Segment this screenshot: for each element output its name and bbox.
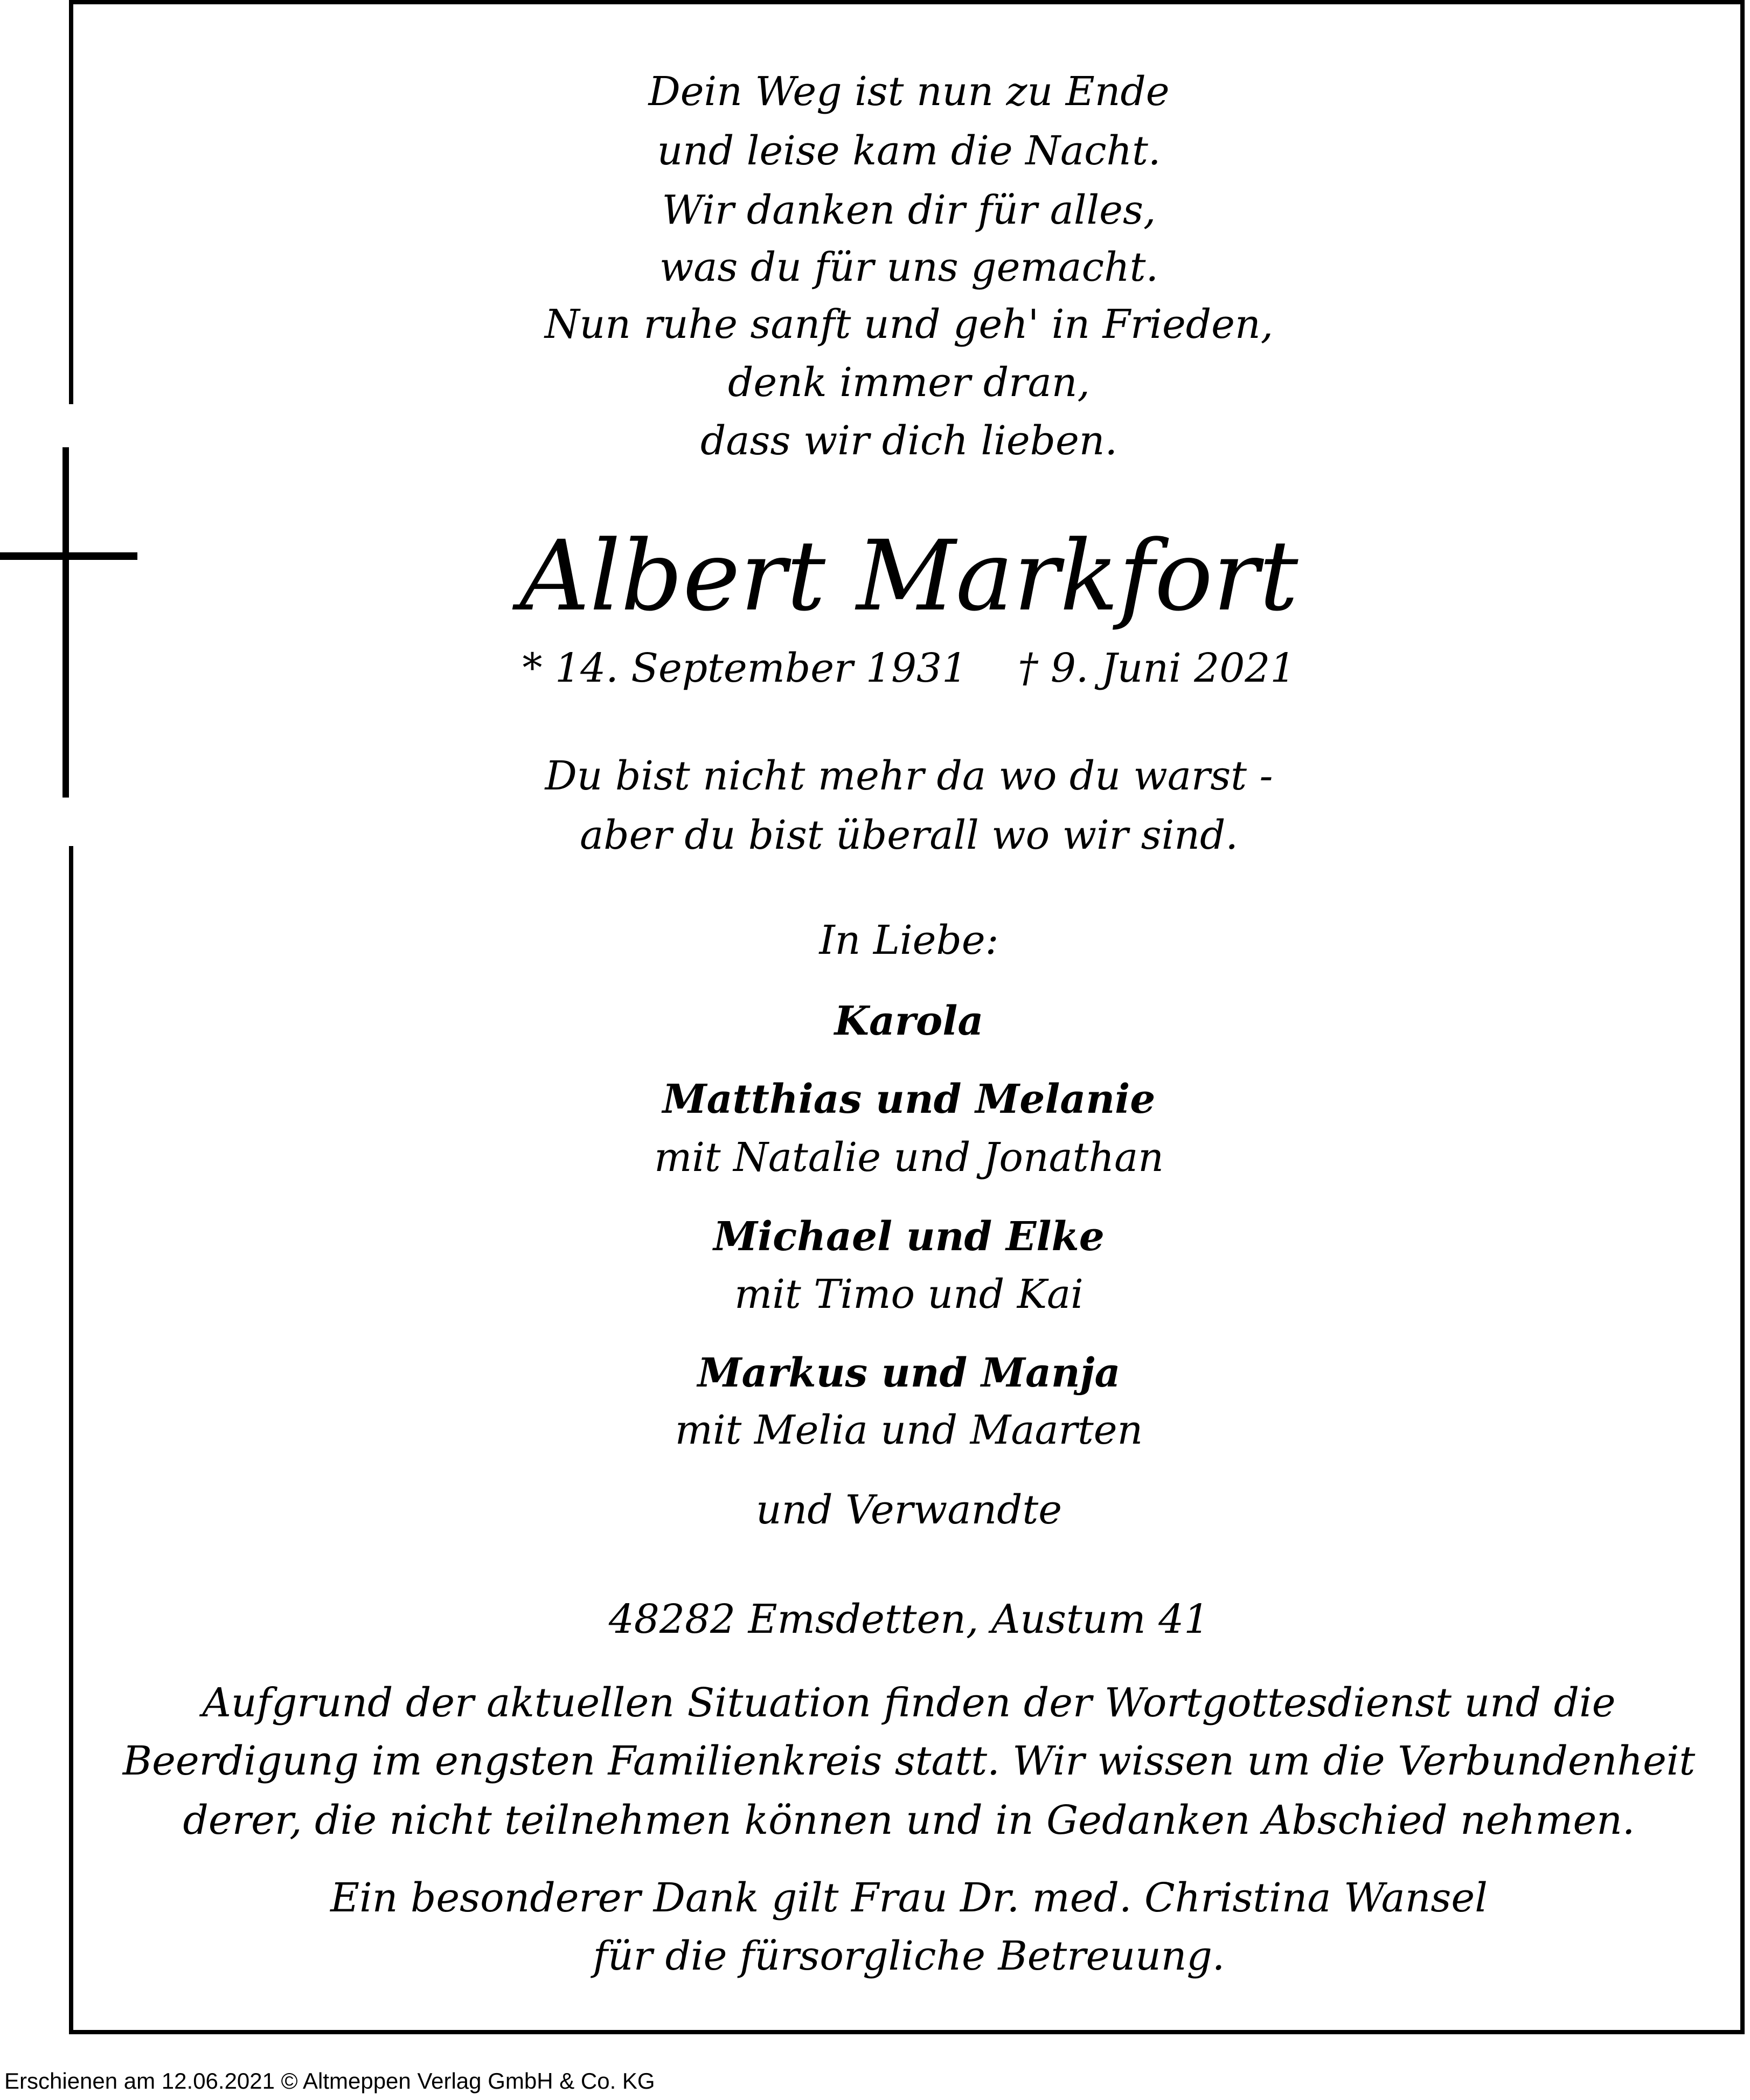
thanks-line: für die fürsorgliche Betreuung. [593, 1933, 1225, 1979]
deceased-dates: * 14. September 1931 † 9. Juni 2021 [522, 645, 1296, 691]
quote-line: aber du bist überall wo wir sind. [580, 812, 1238, 858]
poem-line: Wir danken dir für alles, [662, 187, 1156, 233]
poem-line: was du für uns gemacht. [659, 244, 1159, 290]
poem-line: dass wir dich lieben. [700, 418, 1117, 464]
notice-line: derer, die nicht teilnehmen können und in Gedanken Abschied nehmen. [183, 1797, 1635, 1843]
thanks-line: Ein besonderer Dank gilt Frau Dr. med. Christina Wansel [330, 1875, 1488, 1921]
mourner-sub: mit Melia und Maarten [675, 1407, 1143, 1453]
poem-line: und leise kam die Nacht. [657, 128, 1161, 174]
mourner-sub: mit Timo und Kai [734, 1271, 1084, 1318]
mourners-closing: und Verwandte [755, 1487, 1062, 1533]
poem-line: denk immer dran, [728, 359, 1090, 406]
notice-line: Aufgrund der aktuellen Situation finden der Wortgottesdienst und die [202, 1680, 1616, 1726]
frame-left-border-bottom [69, 846, 73, 2034]
poem-line: Nun ruhe sanft und geh' in Frieden, [544, 301, 1274, 348]
deceased-name: Albert Markfort [519, 520, 1298, 633]
address: 48282 Emsdetten, Austum 41 [608, 1596, 1210, 1642]
mourner-sub: mit Natalie und Jonathan [654, 1134, 1164, 1181]
mourner-main: Michael und Elke [713, 1214, 1105, 1260]
mourner-main: Matthias und Melanie [662, 1076, 1156, 1122]
poem-line: Dein Weg ist nun zu Ende [648, 68, 1170, 115]
mourner-main: Karola [834, 998, 984, 1044]
quote-line: Du bist nicht mehr da wo du warst - [545, 753, 1273, 799]
mourners-intro: In Liebe: [819, 917, 999, 964]
publication-footer: Erschienen am 12.06.2021 © Altmeppen Verlag GmbH & Co. KG [4, 2068, 655, 2094]
notice-line: Beerdigung im engsten Familienkreis statt. Wir wissen um die Verbundenheit [122, 1738, 1696, 1784]
mourner-main: Markus und Manja [697, 1350, 1121, 1396]
frame-left-border-top [69, 0, 73, 404]
